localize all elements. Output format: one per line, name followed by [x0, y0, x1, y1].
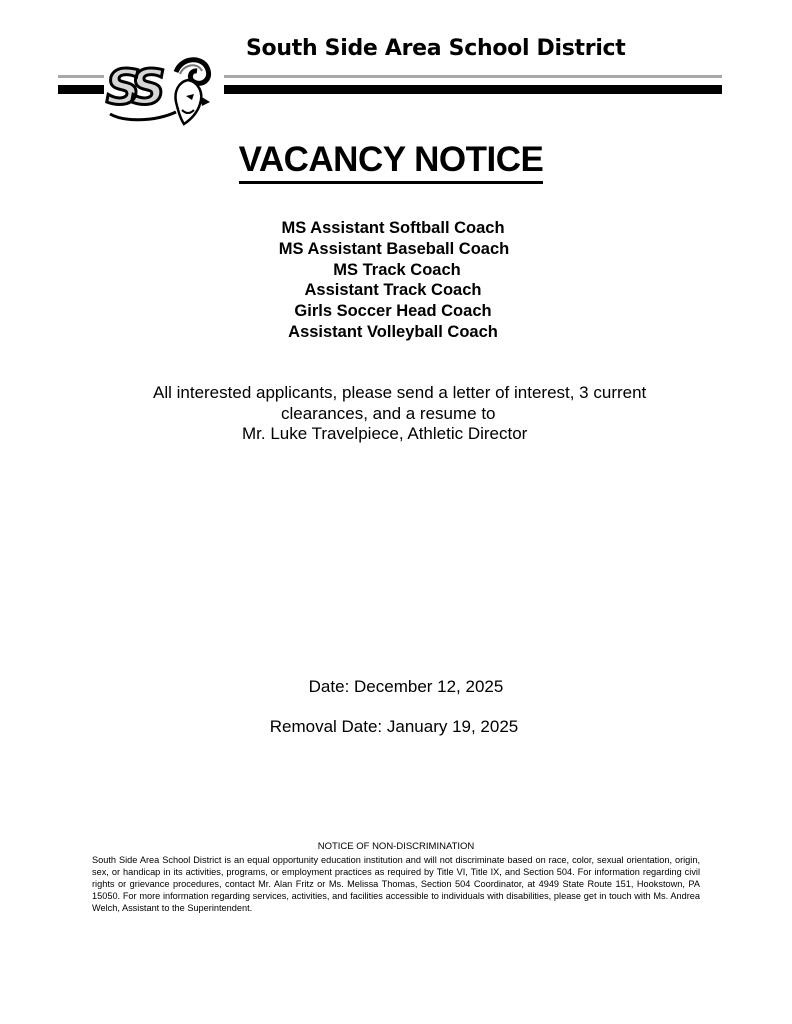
district-logo: [104, 52, 224, 128]
nondiscrimination-heading: NOTICE OF NON-DISCRIMINATION: [317, 841, 475, 852]
position-item: Girls Soccer Head Coach: [294, 302, 492, 321]
application-instructions: [0, 383, 792, 445]
svg-text:SS: SS: [106, 60, 158, 116]
page-title-text: VACANCY NOTICE: [239, 141, 544, 184]
position-item: MS Assistant Softball Coach: [281, 219, 505, 237]
ram-head-logo-icon: [104, 52, 224, 128]
nondiscrimination-body: South Side Area School District is an equal opportunity education institution and will not discriminate based on race, color, sexual orientation, origin, sex, or handicap in its activities, programs, or employment practices as required by Title VI, Title IX, and Section 504. For information regarding civil rights or grievance procedures, contact Mr. Alan Fritz or Ms. Melissa Thomas, Section 504 Coordinator, at 4949 State Route 151, Hookstown, PA 15050. For more information regarding services, activities, and facilities accessible to individuals with disabilities, please get in touch with Ms. Andrea Welch, Assistant to the Superintendent.: [92, 855, 700, 913]
position-item: MS Assistant Baseball Coach: [278, 239, 510, 258]
district-name: South Side Area School District: [246, 36, 626, 61]
position-item: Assistant Volleyball Coach: [288, 322, 498, 341]
instructions-line: clearances, and a resume to: [281, 403, 496, 423]
removal-date: Removal Date: January 19, 2025: [269, 717, 519, 736]
position-item: MS Track Coach: [333, 260, 461, 279]
posting-date: Date: December 12, 2025: [308, 677, 504, 696]
page-title: [0, 140, 792, 184]
positions-list: [0, 218, 786, 343]
position-item: Assistant Track Coach: [304, 281, 482, 300]
instructions-line: Mr. Luke Travelpiece, Athletic Director: [242, 424, 528, 443]
instructions-line: All interested applicants, please send a letter of interest, 3 current: [153, 383, 647, 402]
